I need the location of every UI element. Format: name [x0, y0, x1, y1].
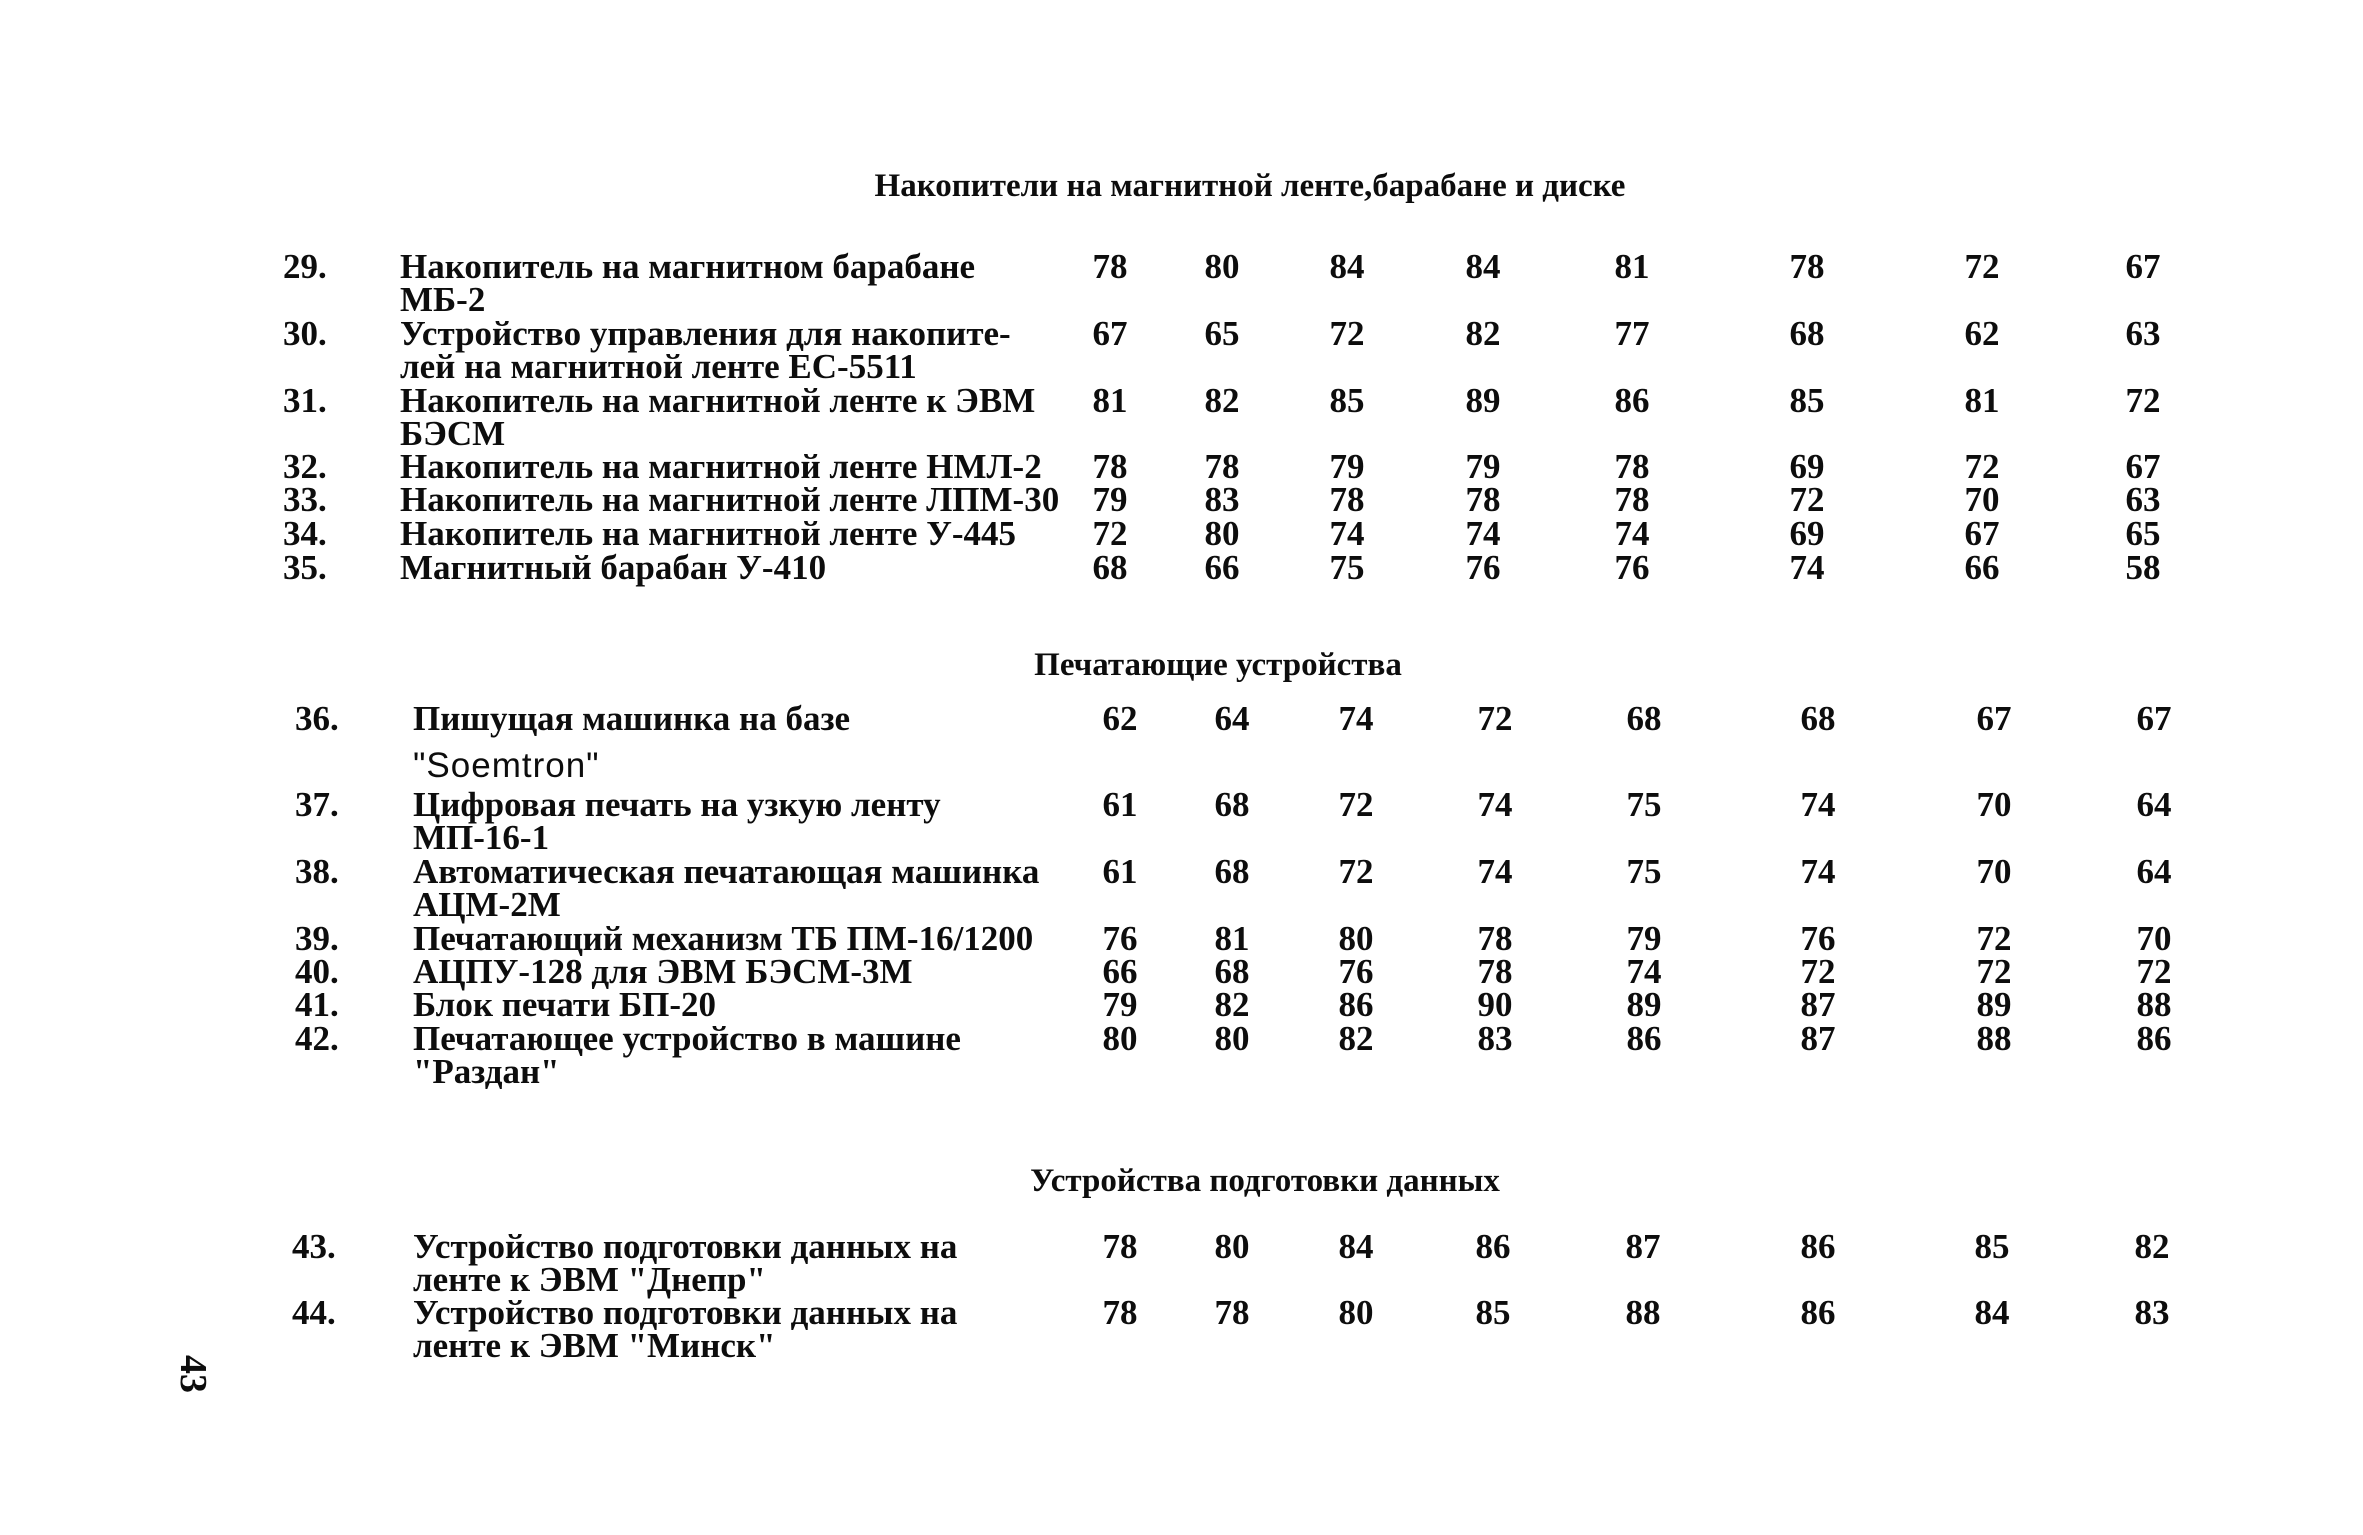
device-name-text: Накопитель на магнитной ленте НМЛ-2: [400, 447, 1042, 486]
value-cell: 82: [1214, 985, 1250, 1024]
row-number: 38.: [295, 852, 339, 891]
value-cell: 75: [1626, 852, 1662, 891]
value-cell: 86: [1614, 381, 1650, 420]
value-cell: 80: [1204, 247, 1240, 286]
value-cell: 78: [1789, 247, 1825, 286]
device-name: [400, 548, 827, 587]
table-row: [0, 1293, 2363, 1376]
value-cell: 72: [1477, 699, 1513, 738]
row-number: 41.: [295, 985, 339, 1024]
device-name: [400, 314, 1011, 386]
value-cell: 83: [1204, 480, 1240, 519]
device-name-text: Устройство подготовки данных на ленте к ЭВМ "Минск": [413, 1293, 958, 1365]
device-name: [413, 699, 851, 785]
value-cell: 74: [1477, 785, 1513, 824]
value-cell: 65: [1204, 314, 1240, 353]
device-name-text: Блок печати БП-20: [413, 985, 717, 1024]
value-cell: 78: [1102, 1227, 1138, 1266]
value-cell: 78: [1092, 447, 1128, 486]
row-number: 30.: [283, 314, 327, 353]
value-cell: 80: [1338, 1293, 1374, 1332]
row-number: 31.: [283, 381, 327, 420]
row-number: 32.: [283, 447, 327, 486]
value-cell: 61: [1102, 785, 1138, 824]
device-name-continuation: "Soemtron": [413, 746, 600, 785]
value-cell: 70: [1964, 480, 2000, 519]
value-cell: 82: [2134, 1227, 2170, 1266]
value-cell: 87: [1800, 1019, 1836, 1058]
value-cell: 72: [2136, 952, 2172, 991]
device-name: [400, 514, 1017, 553]
value-cell: 67: [1964, 514, 2000, 553]
value-cell: 61: [1102, 852, 1138, 891]
value-cell: 67: [2125, 447, 2161, 486]
value-cell: 78: [1204, 447, 1240, 486]
value-cell: 83: [1477, 1019, 1513, 1058]
row-number: 36.: [295, 699, 339, 738]
value-cell: 74: [1329, 514, 1365, 553]
device-name: [413, 985, 717, 1024]
page-number: 43: [172, 1355, 214, 1393]
value-cell: 63: [2125, 480, 2161, 519]
row-number: 34.: [283, 514, 327, 553]
value-cell: 83: [2134, 1293, 2170, 1332]
value-cell: 86: [1475, 1227, 1511, 1266]
value-cell: 78: [1614, 447, 1650, 486]
device-name: [413, 919, 1034, 958]
value-cell: 85: [1974, 1227, 2010, 1266]
value-cell: 78: [1092, 247, 1128, 286]
value-cell: 68: [1789, 314, 1825, 353]
value-cell: 72: [1964, 247, 2000, 286]
value-cell: 78: [1102, 1293, 1138, 1332]
value-cell: 68: [1626, 699, 1662, 738]
value-cell: 86: [1626, 1019, 1662, 1058]
row-number: 43.: [292, 1227, 336, 1266]
device-name: [413, 785, 941, 857]
value-cell: 76: [1102, 919, 1138, 958]
value-cell: 74: [1789, 548, 1825, 587]
value-cell: 66: [1102, 952, 1138, 991]
value-cell: 86: [1338, 985, 1374, 1024]
value-cell: 68: [1214, 952, 1250, 991]
device-name-text: АЦПУ-128 для ЭВМ БЭСМ-3М: [413, 952, 913, 991]
value-cell: 79: [1626, 919, 1662, 958]
value-cell: 75: [1626, 785, 1662, 824]
table-row: [0, 548, 2363, 631]
value-cell: 72: [1976, 919, 2012, 958]
value-cell: 74: [1477, 852, 1513, 891]
value-cell: 58: [2125, 548, 2161, 587]
value-cell: 64: [2136, 785, 2172, 824]
value-cell: 84: [1338, 1227, 1374, 1266]
value-cell: 74: [1626, 952, 1662, 991]
section-heading: Печатающие устройства: [1034, 647, 1402, 683]
value-cell: 88: [1976, 1019, 2012, 1058]
value-cell: 78: [1614, 480, 1650, 519]
value-cell: 81: [1964, 381, 2000, 420]
value-cell: 74: [1614, 514, 1650, 553]
value-cell: 69: [1789, 514, 1825, 553]
device-name: [413, 952, 913, 991]
value-cell: 77: [1614, 314, 1650, 353]
value-cell: 78: [1477, 952, 1513, 991]
value-cell: 74: [1800, 852, 1836, 891]
value-cell: 70: [2136, 919, 2172, 958]
value-cell: 68: [1092, 548, 1128, 587]
value-cell: 84: [1974, 1293, 2010, 1332]
value-cell: 72: [2125, 381, 2161, 420]
value-cell: 88: [1625, 1293, 1661, 1332]
value-cell: 75: [1329, 548, 1365, 587]
value-cell: 79: [1465, 447, 1501, 486]
value-cell: 66: [1964, 548, 2000, 587]
value-cell: 74: [1338, 699, 1374, 738]
value-cell: 67: [1092, 314, 1128, 353]
value-cell: 72: [1338, 852, 1374, 891]
value-cell: 64: [1214, 699, 1250, 738]
value-cell: 78: [1465, 480, 1501, 519]
value-cell: 78: [1477, 919, 1513, 958]
value-cell: 80: [1214, 1019, 1250, 1058]
value-cell: 87: [1800, 985, 1836, 1024]
value-cell: 80: [1204, 514, 1240, 553]
value-cell: 86: [1800, 1293, 1836, 1332]
value-cell: 80: [1338, 919, 1374, 958]
value-cell: 80: [1102, 1019, 1138, 1058]
value-cell: 85: [1475, 1293, 1511, 1332]
value-cell: 78: [1214, 1293, 1250, 1332]
value-cell: 79: [1102, 985, 1138, 1024]
value-cell: 70: [1976, 852, 2012, 891]
value-cell: 64: [2136, 852, 2172, 891]
section-heading: Устройства подготовки данных: [1030, 1163, 1500, 1199]
row-number: 39.: [295, 919, 339, 958]
device-name-text: Автоматическая печатающая машинка АЦМ-2М: [413, 852, 1040, 924]
value-cell: 72: [1092, 514, 1128, 553]
value-cell: 68: [1800, 699, 1836, 738]
value-cell: 82: [1204, 381, 1240, 420]
row-number: 33.: [283, 480, 327, 519]
value-cell: 68: [1214, 852, 1250, 891]
value-cell: 82: [1338, 1019, 1374, 1058]
value-cell: 72: [1329, 314, 1365, 353]
device-name-text: Печатающее устройство в машине "Раздан": [413, 1019, 961, 1091]
row-number: 42.: [295, 1019, 339, 1058]
value-cell: 62: [1102, 699, 1138, 738]
value-cell: 76: [1614, 548, 1650, 587]
value-cell: 81: [1214, 919, 1250, 958]
value-cell: 72: [1800, 952, 1836, 991]
value-cell: 87: [1625, 1227, 1661, 1266]
value-cell: 67: [2136, 699, 2172, 738]
value-cell: 67: [1976, 699, 2012, 738]
device-name: [400, 480, 1060, 519]
device-name-text: Пишущая машинка на базе: [413, 699, 851, 738]
value-cell: 72: [1976, 952, 2012, 991]
row-number: 44.: [292, 1293, 336, 1332]
device-name-text: Накопитель на магнитной ленте У-445: [400, 514, 1017, 553]
device-name: [400, 381, 1036, 453]
value-cell: 72: [1789, 480, 1825, 519]
device-name: [413, 852, 1040, 924]
device-name: [413, 1293, 958, 1365]
device-name-text: Печатающий механизм ТБ ПМ-16/1200: [413, 919, 1034, 958]
value-cell: 79: [1329, 447, 1365, 486]
device-name-text: Магнитный барабан У-410: [400, 548, 827, 587]
value-cell: 89: [1465, 381, 1501, 420]
value-cell: 89: [1626, 985, 1662, 1024]
value-cell: 76: [1338, 952, 1374, 991]
device-name: [413, 1019, 961, 1091]
value-cell: 69: [1789, 447, 1825, 486]
value-cell: 68: [1214, 785, 1250, 824]
device-name: [413, 1227, 958, 1299]
device-name-text: Устройство управления для накопите- лей на магнитной ленте ЕС-5511: [400, 314, 1011, 386]
value-cell: 84: [1465, 247, 1501, 286]
value-cell: 84: [1329, 247, 1365, 286]
value-cell: 63: [2125, 314, 2161, 353]
value-cell: 62: [1964, 314, 2000, 353]
value-cell: 79: [1092, 480, 1128, 519]
value-cell: 85: [1789, 381, 1825, 420]
value-cell: 72: [1964, 447, 2000, 486]
device-name-text: Накопитель на магнитном барабане МБ-2: [400, 247, 976, 319]
value-cell: 81: [1092, 381, 1128, 420]
value-cell: 72: [1338, 785, 1374, 824]
value-cell: 86: [1800, 1227, 1836, 1266]
value-cell: 66: [1204, 548, 1240, 587]
value-cell: 85: [1329, 381, 1365, 420]
value-cell: 80: [1214, 1227, 1250, 1266]
section-heading: Накопители на магнитной ленте,барабане и диске: [874, 168, 1626, 204]
value-cell: 76: [1800, 919, 1836, 958]
value-cell: 70: [1976, 785, 2012, 824]
device-name-text: Устройство подготовки данных на ленте к ЭВМ "Днепр": [413, 1227, 958, 1299]
device-name-text: Накопитель на магнитной ленте ЛПМ-30: [400, 480, 1060, 519]
row-number: 29.: [283, 247, 327, 286]
device-name-text: Цифровая печать на узкую ленту МП-16-1: [413, 785, 941, 857]
value-cell: 90: [1477, 985, 1513, 1024]
value-cell: 74: [1465, 514, 1501, 553]
value-cell: 89: [1976, 985, 2012, 1024]
table-row: [0, 699, 2363, 785]
value-cell: 86: [2136, 1019, 2172, 1058]
row-number: 37.: [295, 785, 339, 824]
value-cell: 65: [2125, 514, 2161, 553]
row-number: 40.: [295, 952, 339, 991]
value-cell: 78: [1329, 480, 1365, 519]
value-cell: 88: [2136, 985, 2172, 1024]
device-name: [400, 447, 1042, 486]
value-cell: 67: [2125, 247, 2161, 286]
row-number: 35.: [283, 548, 327, 587]
value-cell: 76: [1465, 548, 1501, 587]
table-row: [0, 1019, 2363, 1102]
value-cell: 81: [1614, 247, 1650, 286]
value-cell: 74: [1800, 785, 1836, 824]
value-cell: 82: [1465, 314, 1501, 353]
device-name: [400, 247, 976, 319]
device-name-text: Накопитель на магнитной ленте к ЭВМ БЭСМ: [400, 381, 1036, 453]
